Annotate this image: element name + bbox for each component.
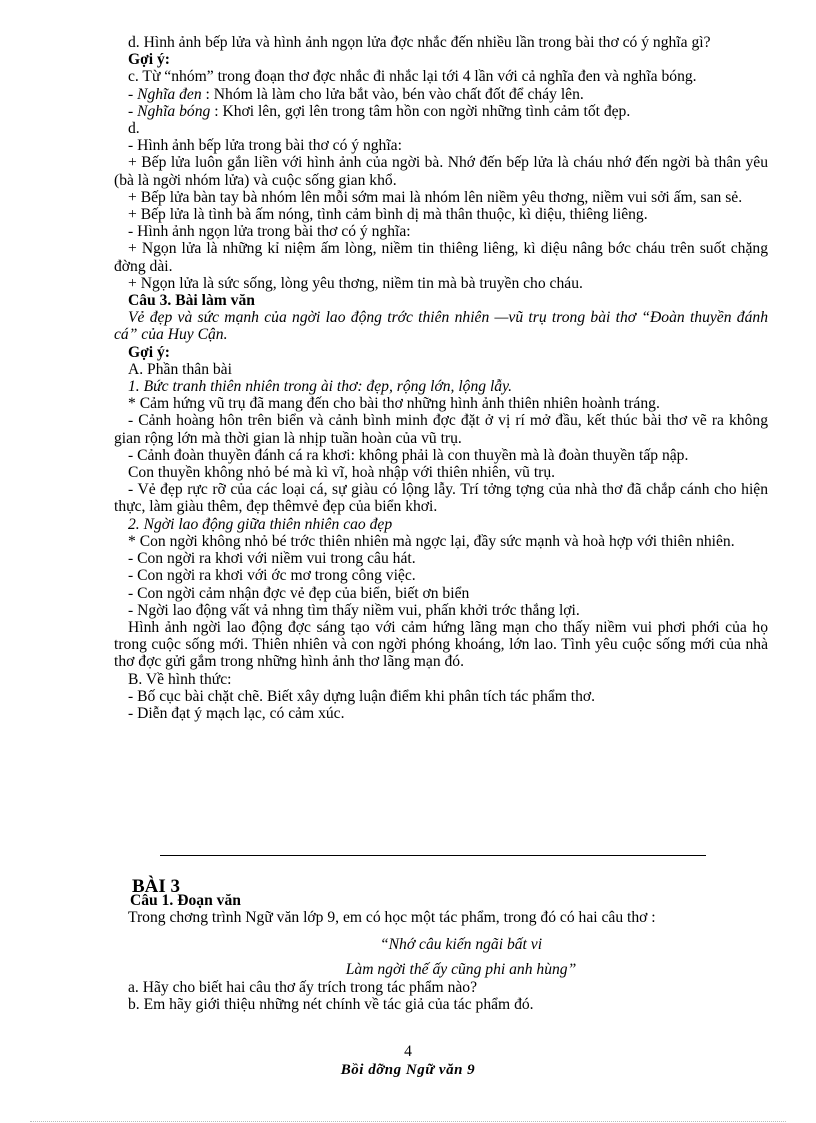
question-a: a. Hãy cho biết hai câu thơ ấy trích trong tác phẩm nào? [128, 978, 478, 996]
answer-c: c. Từ “nhóm” trong đoạn thơ đợc nhắc đi nhắc lại tới 4 lần với cả nghĩa đen và nghĩa bóng. [128, 68, 697, 86]
list-item: + Bếp lửa luôn gắn liền với hình ảnh của ngời bà. Nhớ đến bếp lửa là cháu nhớ đến ngời bà thân yêu (bà là ngời nhóm lửa) và cuộc sống gian khổ. [114, 154, 768, 189]
page-edge-divider [30, 1121, 786, 1122]
question-1-heading: Câu 1. Đoạn văn [130, 892, 241, 909]
literal-meaning-text: : Nhóm là làm cho lửa bắt vào, bén vào chất đốt để cháy lên. [201, 85, 584, 103]
list-item: * Con ngời không nhỏ bé trớc thiên nhiên mà ngợc lại, đầy sức mạnh và hoà hợp với thiên nhiên. [128, 532, 735, 550]
list-item: - Con ngời ra khơi với ớc mơ trong công việc. [128, 567, 416, 585]
poem-line-2: Làm ngời thế ấy cũng phi anh hùng” [345, 961, 577, 979]
lesson-3-heading: BÀI 3 [132, 876, 181, 897]
poem-line-1: “Nhớ câu kiến ngãi bất vi [379, 936, 543, 954]
figurative-meaning-text: : Khơi lên, gợi lên trong tâm hồn con ngời những tình cảm tốt đẹp. [210, 102, 631, 120]
hint-label: Gợi ý: [128, 51, 170, 69]
literal-meaning-label: - Nghĩa đen [128, 85, 202, 103]
question-b: b. Em hãy giới thiệu những nét chính về tác giả của tác phẩm đó. [128, 995, 534, 1013]
figurative-meaning-label: - Nghĩa bóng [128, 102, 211, 120]
list-item: + Bếp lửa bàn tay bà nhóm lên mỗi sớm mai là nhóm lên niềm yêu thơng, niềm vui sởi ấm, san sẻ. [128, 188, 743, 206]
subsection-2-heading: 2. Ngời lao động giữa thiên nhiên cao đẹp [128, 515, 393, 533]
list-item: - Cảnh đoàn thuyền đánh cá ra khơi: không phải là con thuyền mà là đoàn thuyền tấp nập. [128, 446, 689, 464]
question-d: d. Hình ảnh bếp lửa và hình ảnh ngọn lửa đợc nhắc đến nhiều lần trong bài thơ có ý nghĩa gì? [128, 34, 711, 51]
list-item: + Bếp lửa là tình bà ấm nóng, tình cảm bình dị mà thân thuộc, kì diệu, thiêng liêng. [128, 206, 648, 224]
list-item: - Cảnh hoàng hôn trên biển và cảnh bình minh đợc đặt ở vị rí mở đầu, kết thúc bài thơ vẽ ra không gian rộng lớn mà thời gian là nhịp tuần hoàn của vũ trụ. [114, 412, 768, 447]
list-item: Con thuyền không nhỏ bé mà kì vĩ, hoà nhập với thiên nhiên, vũ trụ. [128, 464, 556, 482]
lesson-3-intro: Trong chơng trình Ngữ văn lớp 9, em có học một tác phẩm, trong đó có hai câu thơ : [128, 909, 656, 926]
list-item: - Hình ảnh ngọn lửa trong bài thơ có ý nghĩa: [128, 223, 411, 241]
question-3-heading: Câu 3. Bài làm văn [128, 292, 255, 310]
lesson-3-text-block [114, 909, 768, 1013]
list-item: - Diễn đạt ý mạch lạc, có cảm xúc. [128, 704, 345, 722]
essay-prompt: Vẻ đẹp và sức mạnh của ngời lao động trớc thiên nhiên —vũ trụ trong bài thơ “Đoàn thuyền đánh cá” của Huy Cận. [114, 309, 768, 344]
list-item: - Hình ảnh bếp lửa trong bài thơ có ý nghĩa: [128, 137, 402, 155]
subsection-1-heading: 1. Bức tranh thiên nhiên trong ài thơ: đẹp, rộng lớn, lộng lẫy. [128, 378, 513, 396]
literal-meaning [114, 86, 768, 103]
hint-label: Gợi ý: [128, 343, 170, 361]
list-item: - Ngời lao động vất vả nhng tìm thấy niềm vui, phấn khởi trớc thắng lợi. [128, 601, 580, 619]
answer-d-label: d. [128, 120, 140, 138]
page-number: 4 [404, 1043, 412, 1060]
list-item: + Ngọn lửa là sức sống, lòng yêu thơng, niềm tin mà bà truyền cho cháu. [128, 274, 583, 292]
list-item: * Cảm hứng vũ trụ đã mang đến cho bài thơ những hình ảnh thiên nhiên hoành tráng. [128, 395, 660, 413]
section-b-heading: B. Về hình thức: [128, 670, 232, 688]
list-item: - Bố cục bài chặt chẽ. Biết xây dựng luận điểm khi phân tích tác phẩm thơ. [128, 687, 596, 705]
footer-title: Bồi dỡng Ngữ văn 9 [340, 1062, 476, 1078]
section-a-heading: A. Phần thân bài [128, 360, 232, 378]
summary-paragraph: Hình ảnh ngời lao động đợc sáng tạo với cảm hứng lãng mạn cho thấy niềm vui phơi phới của họ trong cuộc sống mới. Thiên nhiên và con ngời phóng khoáng, lớn lao. Tình yêu cuộc sống mới của nhà thơ đợc gửi gắm trong những hình ảnh thơ lãng mạn đó. [114, 618, 768, 671]
list-item: - Con ngời ra khơi với niềm vui trong câu hát. [128, 550, 416, 568]
list-item: - Con ngời cảm nhận đợc vẻ đẹp của biển, biết ơn biển [128, 584, 470, 602]
list-item: + Ngọn lửa là những kỉ niệm ấm lòng, niềm tin thiêng liêng, kì diệu nâng bớc cháu trên suốt chặng đờng dài. [114, 240, 768, 275]
main-text-block [114, 34, 768, 722]
figurative-meaning [114, 103, 768, 120]
section-divider [160, 855, 706, 856]
list-item: - Vẻ đẹp rực rỡ của các loại cá, sự giàu có lộng lẫy. Trí tởng tợng của nhà thơ đã chắp cánh cho hiện thực, làm giàu thêm, đẹp thêmvẻ đẹp của biển khơi. [114, 481, 768, 516]
